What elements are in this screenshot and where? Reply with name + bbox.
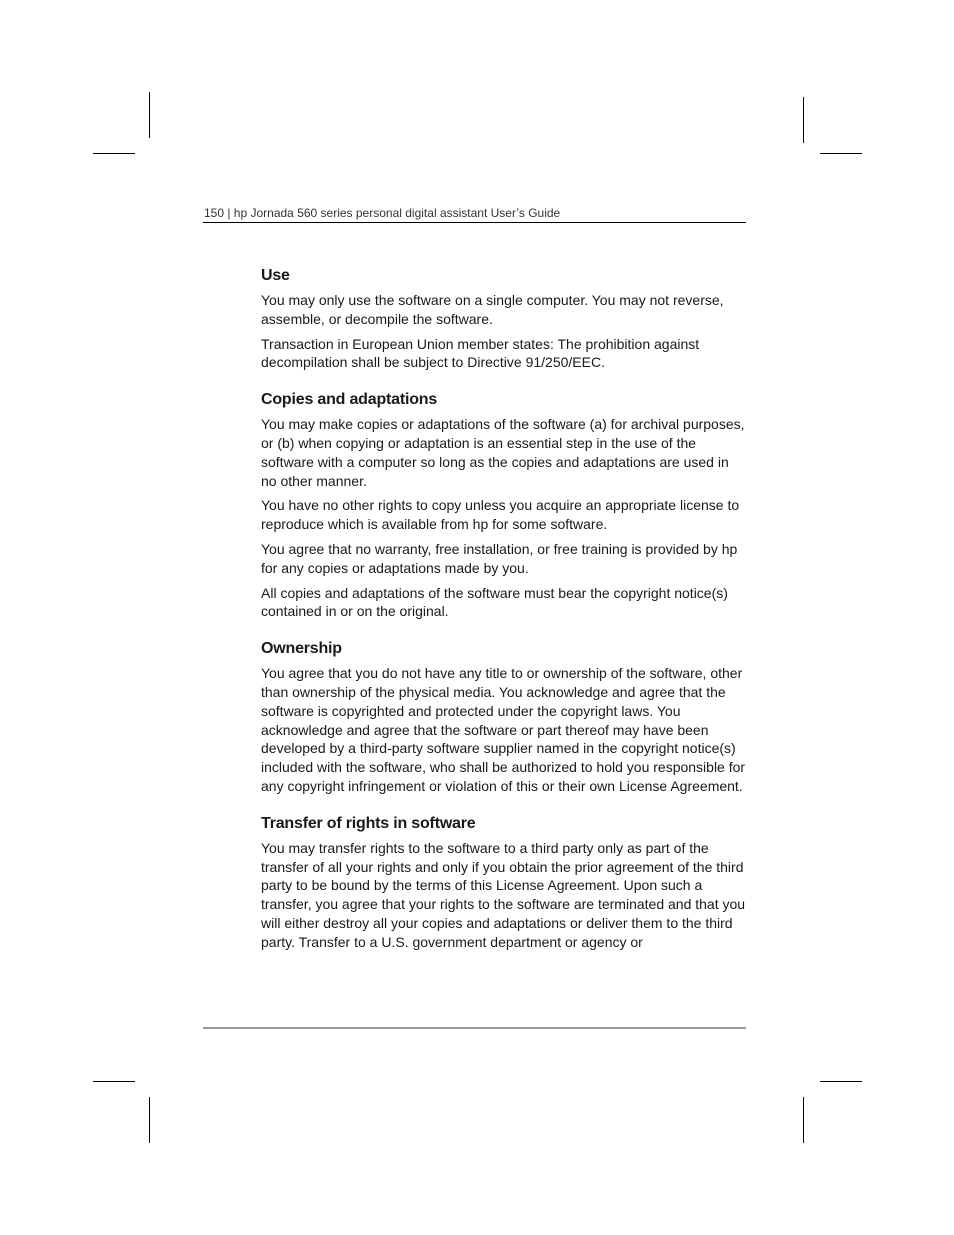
paragraph: You may transfer rights to the software to a third party only as part of the transfer of all your rights and only if you obtain the prior agreement of the third party to be bound by the terms of this License Agreement. Upon such a transfer, you agree that your rights to the software are terminated and that you will either destroy all your copies and adaptations or deliver them to the third party. Transfer to a U.S. government department or agency or (261, 839, 746, 950)
crop-mark (149, 92, 150, 138)
section-heading: Ownership (261, 640, 342, 658)
section-transfer-of-rights (261, 813, 747, 952)
section-copies-and-adaptations (261, 389, 747, 621)
footer-rule (203, 1027, 746, 1029)
paragraph: You agree that you do not have any title to or ownership of the software, other than ownership of the physical media. You acknowledge and agree that the software is copyrighted and protected under the copyright laws. You acknowledge and agree that the software or part thereof may have been developed by a third-party software supplier named in the copyright notice(s) included with the software, who shall be authorized to hold you responsible for any copyright infringement or violation of this or their own License Agreement. (261, 665, 746, 794)
crop-mark (149, 1097, 150, 1143)
paragraph: You agree that no warranty, free installation, or free training is provided by hp for any copies or adaptations made by you. (261, 540, 738, 576)
crop-mark (820, 153, 862, 154)
paragraph: You have no other rights to copy unless you acquire an appropriate license to reproduce which is available from hp for some software. (261, 497, 740, 533)
paragraph: You may make copies or adaptations of the software (a) for archival purposes, or (b) when copying or adaptation is an essential step in the use of the software with a computer so long as the copies and adaptations are used in no other manner. (261, 416, 745, 489)
section-heading: Transfer of rights in software (261, 814, 476, 832)
section-use (261, 265, 747, 372)
page-body (261, 265, 747, 969)
paragraph: You may only use the software on a single computer. You may not reverse, assemble, or decompile the software. (261, 292, 724, 327)
paragraph: All copies and adaptations of the software must bear the copyright notice(s) contained in or on the original. (261, 584, 728, 620)
paragraph: Transaction in European Union member states: The prohibition against decompilation shall be subject to Directive 91/250/EEC. (261, 335, 700, 371)
crop-mark (803, 97, 804, 143)
section-heading: Copies and adaptations (261, 391, 438, 409)
section-heading: Use (261, 267, 290, 284)
crop-mark (803, 1097, 804, 1143)
crop-mark (820, 1081, 862, 1082)
running-header: 150 | hp Jornada 560 series personal digital assistant User’s Guide (204, 206, 561, 220)
crop-mark (93, 1081, 135, 1082)
crop-mark (93, 153, 135, 154)
section-ownership (261, 638, 747, 796)
header-rule (203, 222, 746, 223)
